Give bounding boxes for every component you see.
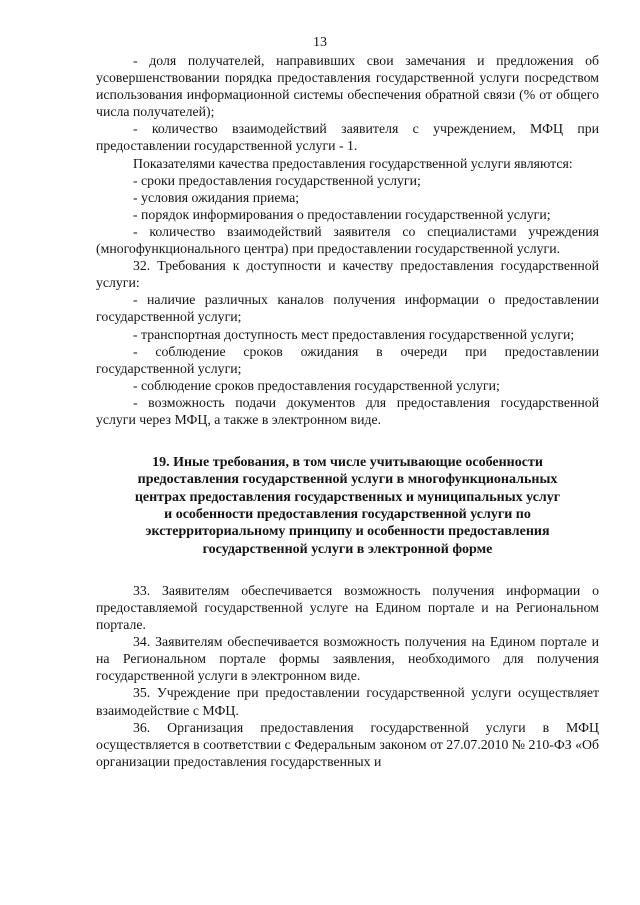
section-heading-line: центрах предоставления государственных и муниципальных услуг [134, 489, 561, 505]
paragraph: Показателями качества предоставления государственной услуги являются: [133, 155, 573, 171]
page-number: 13 [313, 35, 327, 50]
paragraph: - соблюдение сроков предоставления государственной услуги; [133, 377, 500, 393]
paragraph: - доля получателей, направивших свои замечания и предложения об усовершенствовании порядка предоставления государственной услуги посредством использования информационной системы обеспечения обратной связи (% от общего числа получателей); [96, 53, 599, 120]
paragraph: - соблюдение сроков ожидания в очереди при предоставлении государственной услуги; [96, 343, 599, 376]
paragraph: 35. Учреждение при предоставлении государственной услуги осуществляет взаимодействие с МФЦ. [96, 685, 599, 718]
section-heading-line: государственной услуги в электронной форме [202, 541, 493, 557]
paragraph: - возможность подачи документов для предоставления государственной услуги через МФЦ, а также в электронном виде. [96, 394, 599, 427]
document-body [96, 52, 599, 770]
section-heading-line: предоставления государственной услуги в многофункциональных [137, 472, 558, 488]
paragraph: - сроки предоставления государственной услуги; [133, 172, 421, 188]
paragraph: - порядок информирования о предоставлении государственной услуги; [133, 206, 551, 222]
paragraph: 36. Организация предоставления государственной услуги в МФЦ осуществляется в соответствии с Федеральным законом от 27.07.2010 № 210-ФЗ «Об организации предоставления государственных и [96, 719, 599, 769]
section-heading [96, 454, 599, 558]
paragraph: - количество взаимодействий заявителя с учреждением, МФЦ при предоставлении государственной услуги - 1. [96, 121, 599, 154]
paragraph: - количество взаимодействий заявителя со специалистами учреждения (многофункционального центра) при предоставлении государственной услуги. [96, 223, 599, 257]
paragraph: - наличие различных каналов получения информации о предоставлении государственной услуги; [96, 292, 599, 325]
paragraph: - транспортная доступность мест предоставления государственной услуги; [133, 326, 575, 342]
paragraph: 33. Заявителям обеспечивается возможность получения информации о предоставляемой государственной услуге на Едином портале и на Региональном портале. [96, 582, 599, 633]
paragraph: - условия ожидания приема; [133, 189, 300, 205]
section-heading-line: и особенности предоставления государственной услуги по [164, 506, 531, 522]
paragraph: 32. Требования к доступности и качеству предоставления государственной услуги: [96, 258, 599, 291]
paragraph: 34. Заявителям обеспечивается возможность получения на Едином портале и на Региональном портале формы заявления, необходимого для получения государственной услуги в электронном виде. [96, 634, 599, 684]
section-heading-line: экстерриториальному принципу и особенности предоставления [145, 524, 550, 540]
section-heading-line: 19. Иные требования, в том числе учитывающие особенности [152, 455, 543, 471]
